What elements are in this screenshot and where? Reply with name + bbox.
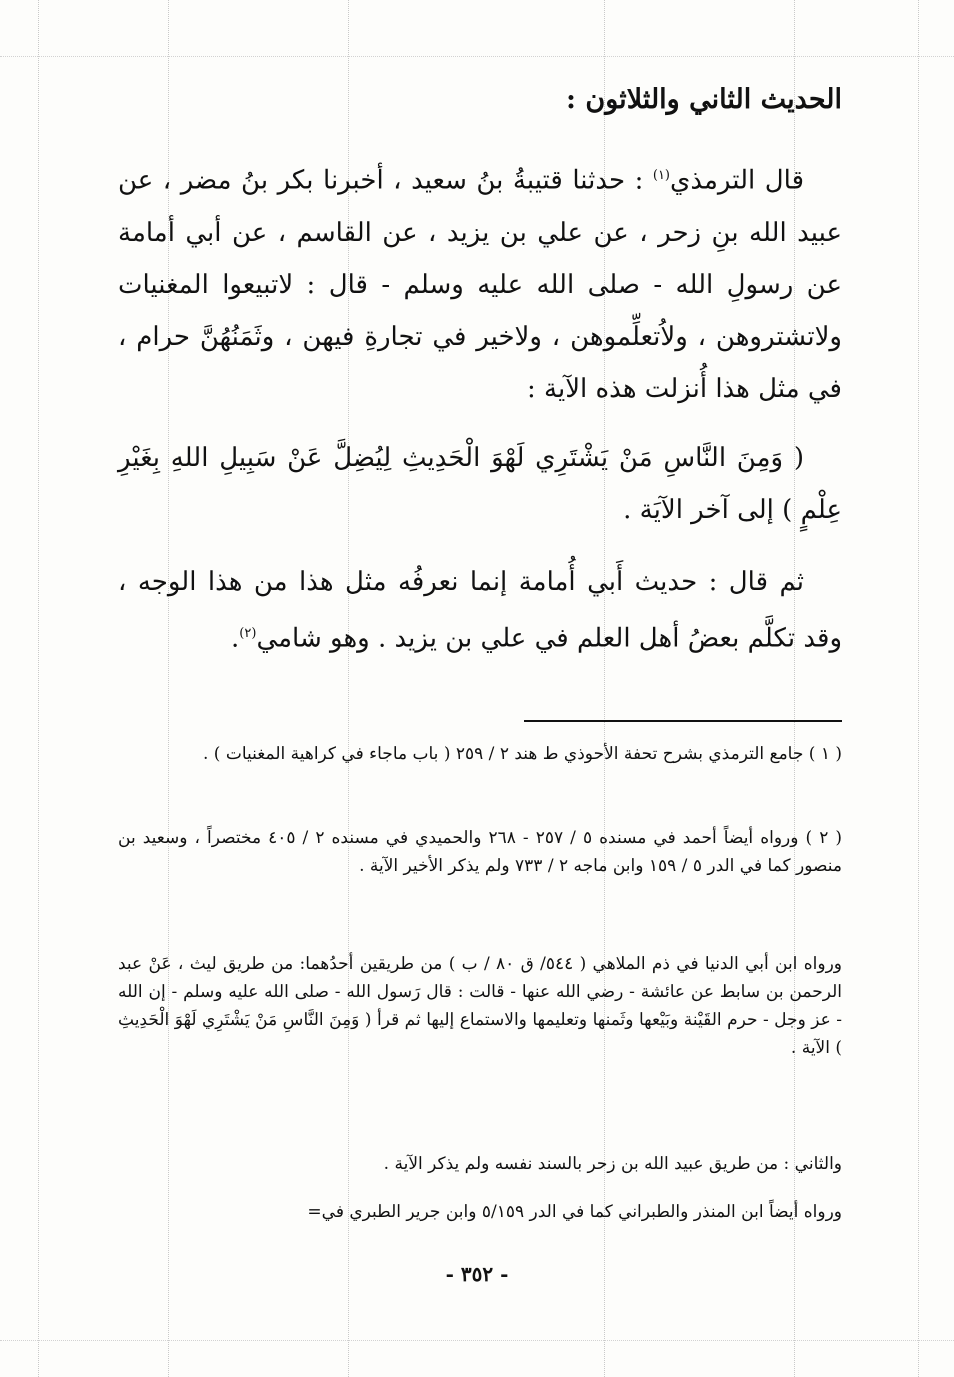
footnote-2-continued: ورواه ابن أبي الدنيا في ذم الملاهي ( ٥٤٤/ ق ٨٠ / ب ) من طريقين أحدُهما: من طريق ليث ، عَنْ عبد الرحمن بن سابط عن عائشة - رضي الله عنها - قالت : قال رَسول الله - صلى الله عليه وسلم - إن الله - عز وجل - حرم القَيْنة وبَيْعها وثَمنها وتعليمها والاستماع إليها ثم قرأ ( وَمِنَ النَّاسِ مَنْ يَشْتَرِي لَهْوَ الْحَدِيثِ ) الآية . (118, 954, 842, 1058)
scan-margin-line (0, 56, 954, 57)
page-number: - ٣٥٢ - (445, 1262, 509, 1286)
hadith-commentary (118, 556, 842, 665)
hadith-heading: الحديث الثاني والثلاثون : (566, 84, 842, 115)
scan-margin-line (918, 0, 919, 1377)
footnote-divider (524, 720, 842, 722)
hadith-intro: قال الترمذي (670, 165, 805, 196)
scan-margin-line (38, 0, 39, 1377)
footnote-2-second-route: والثاني : من طريق عبيد الله بن زحر بالسند نفسه ولم يذكر الآية . (383, 1154, 842, 1174)
scan-margin-line (0, 1340, 954, 1341)
footnote-ref-2: (٢) (239, 626, 257, 641)
commentary-end: . (231, 623, 240, 654)
hadith-body: : حدثنا قتيبةُ بنُ سعيد ، أخبرنا بكر بنُ مضر ، عن عبيد الله بنِ زحر ، عن علي بن يزيد ، عن القاسم ، عن أبي أمامة عن رسولِ الله - صلى الله عليه وسلم - قال : لاتبيعوا المغنيات ولاتشتروهن ، ولاُتعلِّموهن ، ولاخير في تجارةِ فيهن ، وثَمَنُهُنَّ حرام ، في مثل هذا أُنزلت هذه الآية : (118, 165, 842, 404)
commentary-text: ثم قال : حديث أَبي أُمامة إنما نعرفُه مثل هذا من هذا الوجه ، وقد تكلَّم بعضُ أهل العلم في علي بن يزيد . وهو شامي (118, 567, 842, 654)
hadith-text (118, 150, 842, 415)
footnote-1: ( ١ ) جامع الترمذي بشرح تحفة الأحوذي ط هند ٢ / ٢٥٩ ( باب ماجاء في كراهية المغنيات ) . (203, 744, 842, 764)
footnote-2: ( ٢ ) ورواه أيضاً أحمد في مسنده ٥ / ٢٥٧ - ٢٦٨ والحميدي في مسنده ٢ / ٤٠٥ مختصراً ، وسعيد بن منصور كما في الدر ٥ / ١٥٩ وابن ماجه ٢ / ٧٣٣ ولم يذكر الأخير الآية . (118, 828, 843, 876)
quran-verse: ( وَمِنَ النَّاسِ مَنْ يَشْتَرِي لَهْوَ الْحَدِيثِ لِيُضِلَّ عَنْ سَبِيلِ اللهِ بِغَيْرِ عِلْمٍ ) إلى آخر الآيَة . (118, 443, 842, 525)
footnote-ref-1: (١) (652, 168, 670, 183)
footnote-2-further-sources: ورواه أيضاً ابن المنذر والطبراني كما في الدر ٥/١٥٩ وابن جرير الطبري في= (307, 1202, 842, 1222)
